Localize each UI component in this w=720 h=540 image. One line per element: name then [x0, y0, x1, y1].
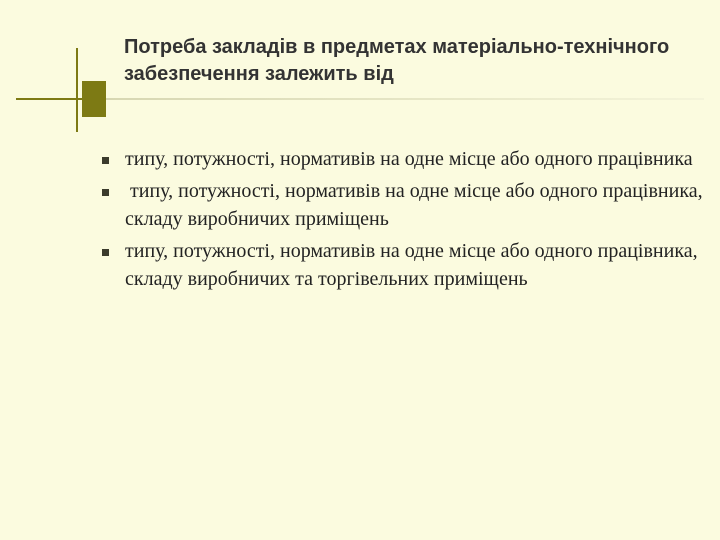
bullet-text: типу, потужності, нормативів на одне місце або одного працівника	[125, 148, 693, 170]
bullet-item	[100, 145, 710, 173]
decorative-vertical-line	[76, 48, 78, 132]
bullet-text: типу, потужності, нормативів на одне місце або одного працівника, складу виробничих та торгівельних приміщень	[125, 240, 703, 290]
bullet-list	[100, 145, 710, 297]
square-bullet-icon	[102, 249, 109, 256]
square-bullet-icon	[102, 189, 109, 196]
decorative-square	[82, 81, 106, 117]
bullet-item	[100, 177, 710, 233]
title-underline-rule	[106, 98, 704, 100]
bullet-text: типу, потужності, нормативів на одне місце або одного працівника, складу виробничих приміщень	[125, 180, 708, 230]
bullet-item	[100, 237, 710, 293]
slide-title: Потреба закладів в предметах матеріально-технічного забезпечення залежить від	[124, 36, 670, 85]
square-bullet-icon	[102, 157, 109, 164]
